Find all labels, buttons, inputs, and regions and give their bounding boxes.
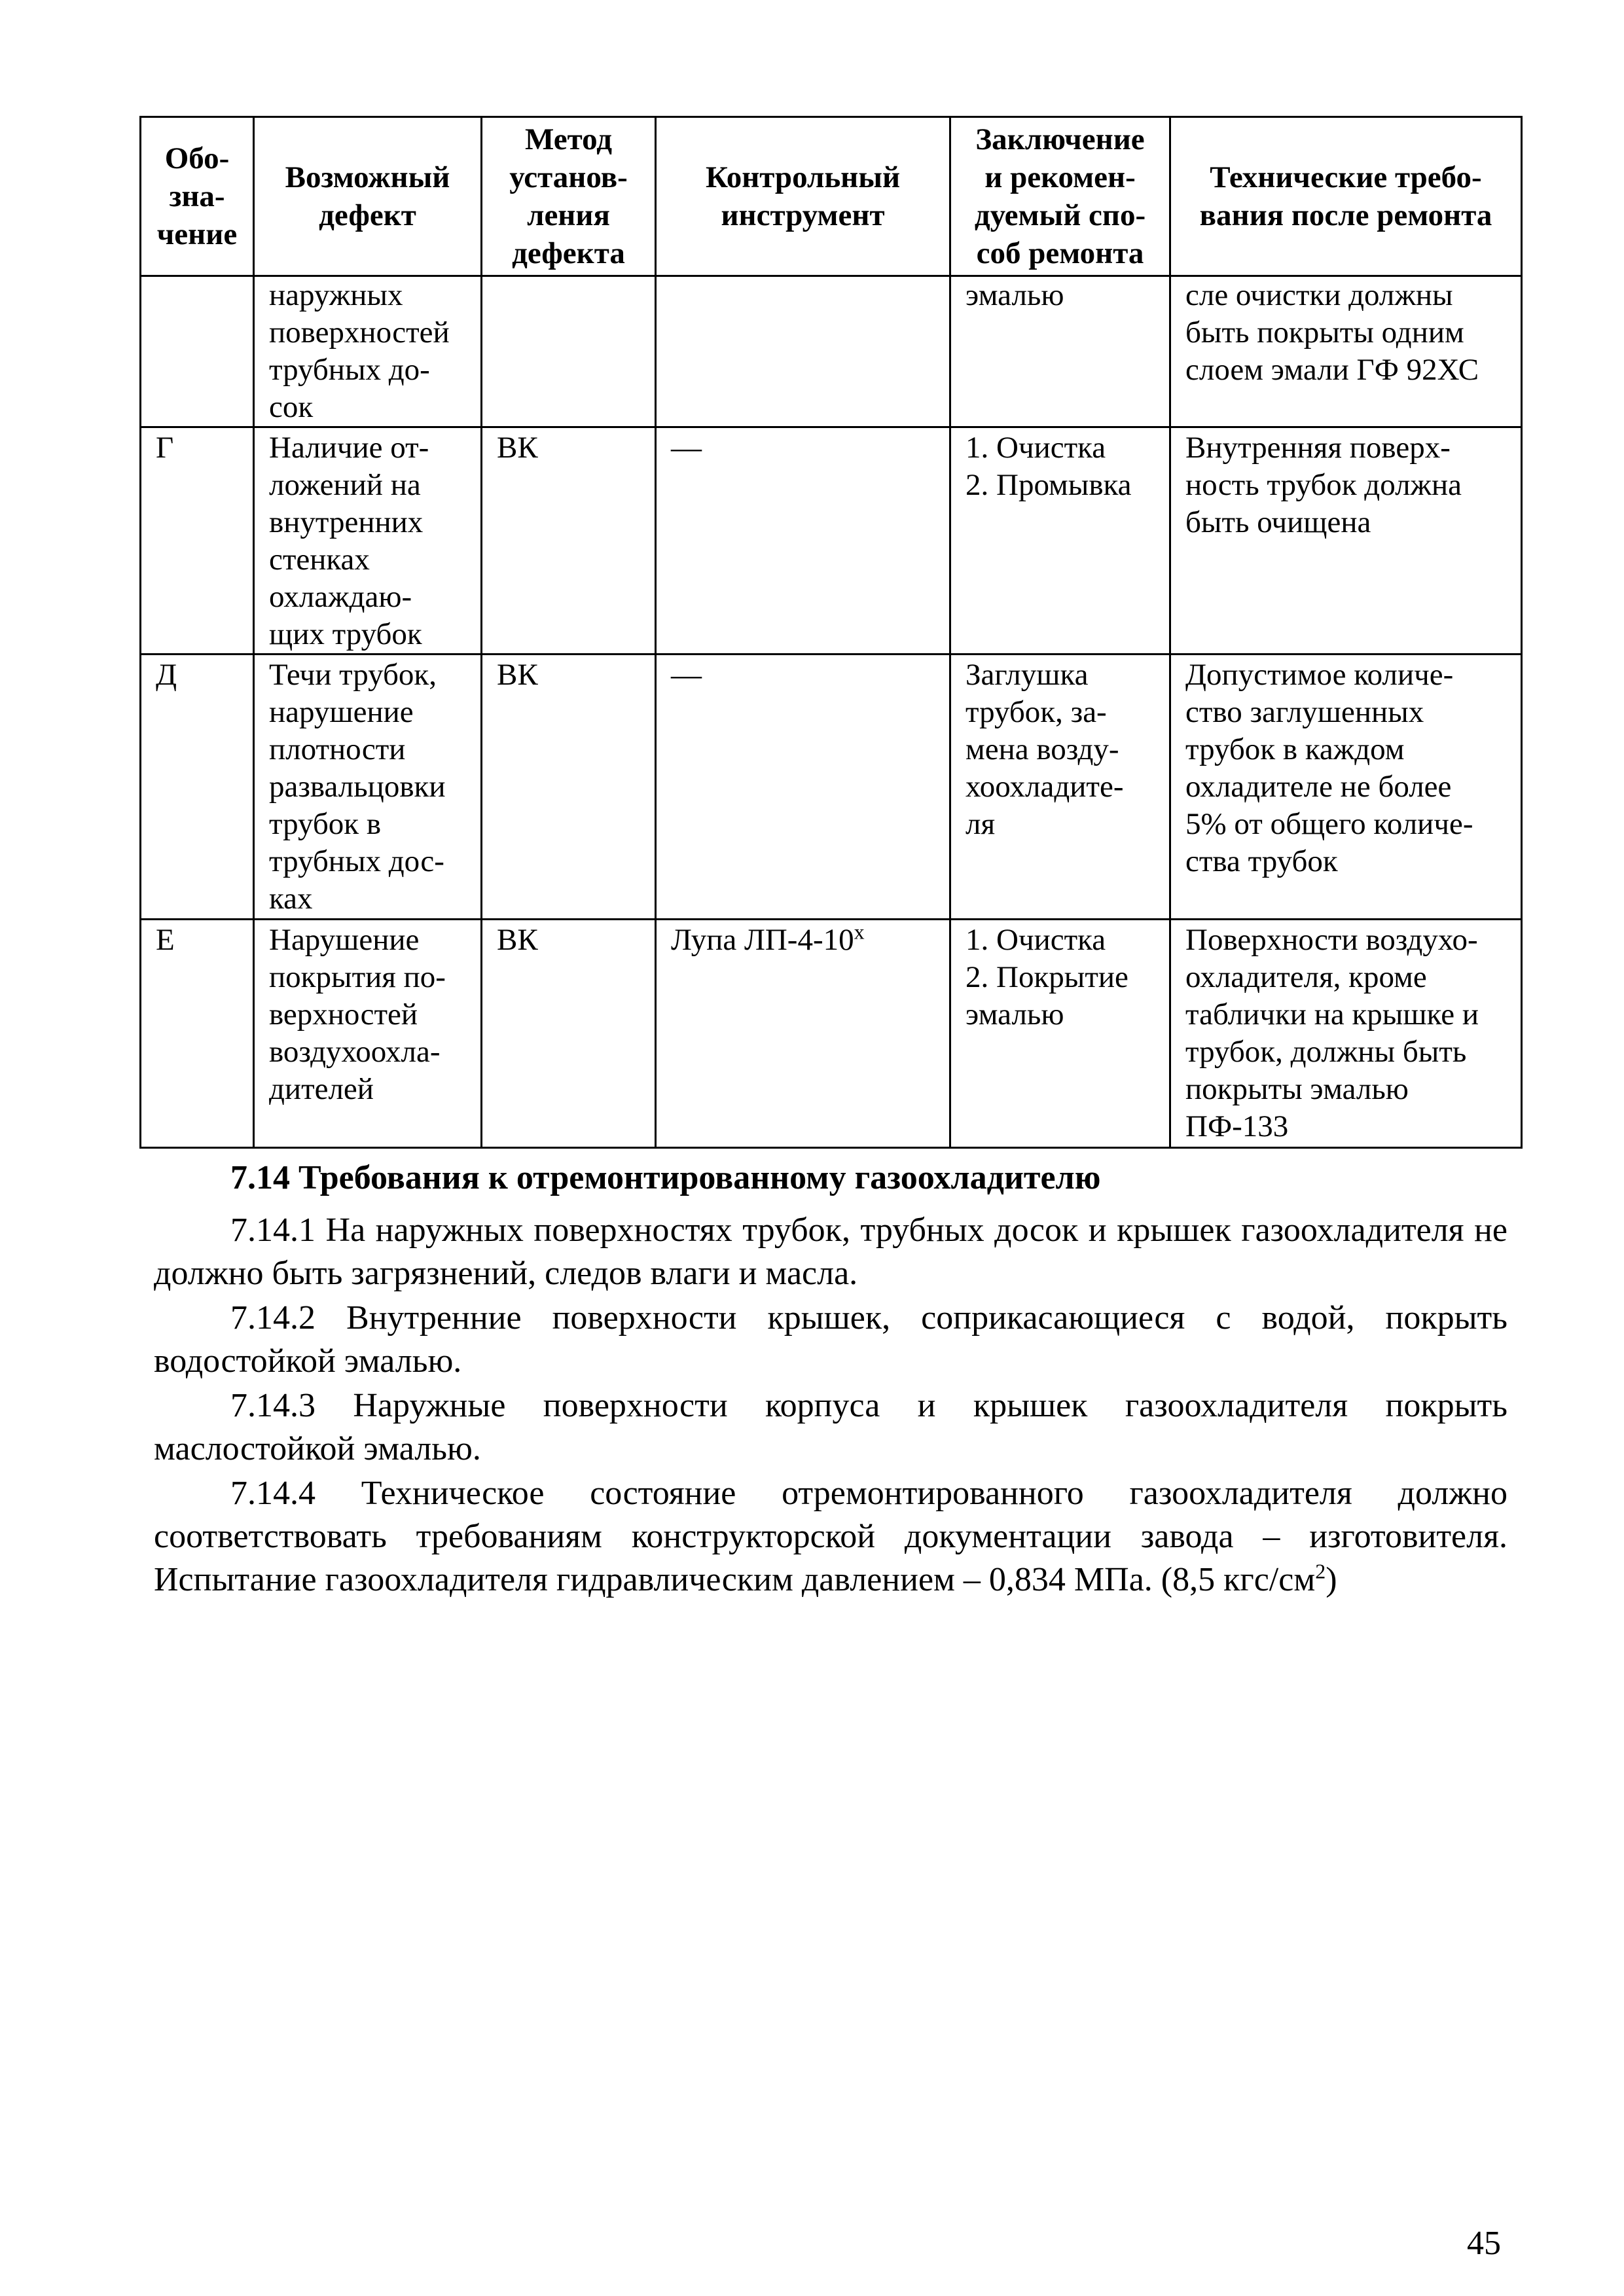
header-designation: Обо- зна- чение	[141, 117, 254, 276]
cell-defect: Нарушение покрытия по- верхностей воздухоохла- дителей	[254, 920, 482, 1148]
paragraph-7-14-3	[154, 1384, 1507, 1471]
instrument-text: Лупа ЛП-4-10	[671, 923, 854, 957]
cell-repair: эмалью	[950, 276, 1170, 427]
cell-method: ВК	[482, 427, 656, 655]
defects-table	[139, 116, 1523, 1149]
cell-method	[482, 276, 656, 427]
header-instrument: Контрольный инструмент	[656, 117, 950, 276]
header-repair: Заключение и рекомен- дуемый спо- соб ремонта	[950, 117, 1170, 276]
cell-requirements: Допустимое количе- ство заглушенных трубок в каждом охладителе не более 5% от общего количе- ства трубок	[1170, 655, 1522, 920]
table-row	[141, 427, 1522, 655]
paragraph-end: )	[1326, 1561, 1337, 1598]
cell-instrument: —	[656, 427, 950, 655]
cell-repair: 1. Очистка 2. Промывка	[950, 427, 1170, 655]
cell-defect: Наличие от- ложений на внутренних стенках охлаждаю- щих трубок	[254, 427, 482, 655]
paragraph-text: 7.14.4 Техническое состояние отремонтированного газоохладителя должно соответствовать требованиям конструкторской документации завода – изготовителя. Испытание газоохладителя гидравлическим давлением – 0,834 МПа. (8,5 кгс/см	[154, 1475, 1507, 1598]
cell-defect: наружных поверхностей трубных до- сок	[254, 276, 482, 427]
cell-designation: Д	[141, 655, 254, 920]
cell-instrument	[656, 920, 950, 1148]
cell-requirements: Поверхности воздухо- охладителя, кроме таблички на крышке и трубок, должны быть покрыты эмалью ПФ-133	[1170, 920, 1522, 1148]
cell-designation: Г	[141, 427, 254, 655]
header-defect: Возможный дефект	[254, 117, 482, 276]
paragraph-text: 7.14.1 На наружных поверхностях трубок, трубных досок и крышек газоохладителя не должно быть загрязнений, следов влаги и масла.	[154, 1211, 1507, 1292]
cell-repair: Заглушка трубок, за- мена возду- хоохладите- ля	[950, 655, 1170, 920]
cell-requirements: Внутренняя поверх- ность трубок должна быть очищена	[1170, 427, 1522, 655]
paragraph-7-14-4	[154, 1472, 1507, 1602]
paragraph-7-14-1	[154, 1209, 1507, 1295]
cell-instrument: —	[656, 655, 950, 920]
paragraph-7-14-2	[154, 1297, 1507, 1383]
paragraph-text: 7.14.2 Внутренние поверхности крышек, соприкасающиеся с водой, покрыть водостойкой эмалью.	[154, 1299, 1507, 1380]
page-number: 45	[1467, 2225, 1501, 2262]
cell-requirements: сле очистки должны быть покрыты одним слоем эмали ГФ 92ХС	[1170, 276, 1522, 427]
header-requirements: Технические требо- вания после ремонта	[1170, 117, 1522, 276]
table-header-row	[141, 117, 1522, 276]
cell-designation: Е	[141, 920, 254, 1148]
cell-repair: 1. Очистка 2. Покрытие эмалью	[950, 920, 1170, 1148]
section-heading: 7.14 Требования к отремонтированному газоохладителю	[230, 1159, 1101, 1196]
paragraph-text: 7.14.3 Наружные поверхности корпуса и крышек газоохладителя покрыть маслостойкой эмалью.	[154, 1387, 1507, 1467]
table-row	[141, 920, 1522, 1148]
table-row	[141, 655, 1522, 920]
cell-method: ВК	[482, 655, 656, 920]
cell-method: ВК	[482, 920, 656, 1148]
header-method: Метод установ- ления дефекта	[482, 117, 656, 276]
cell-defect: Течи трубок, нарушение плотности развальцовки трубок в трубных дос- ках	[254, 655, 482, 920]
superscript-exponent: 2	[1315, 1559, 1326, 1583]
table-row	[141, 276, 1522, 427]
cell-designation	[141, 276, 254, 427]
instrument-superscript: х	[854, 920, 865, 944]
cell-instrument	[656, 276, 950, 427]
